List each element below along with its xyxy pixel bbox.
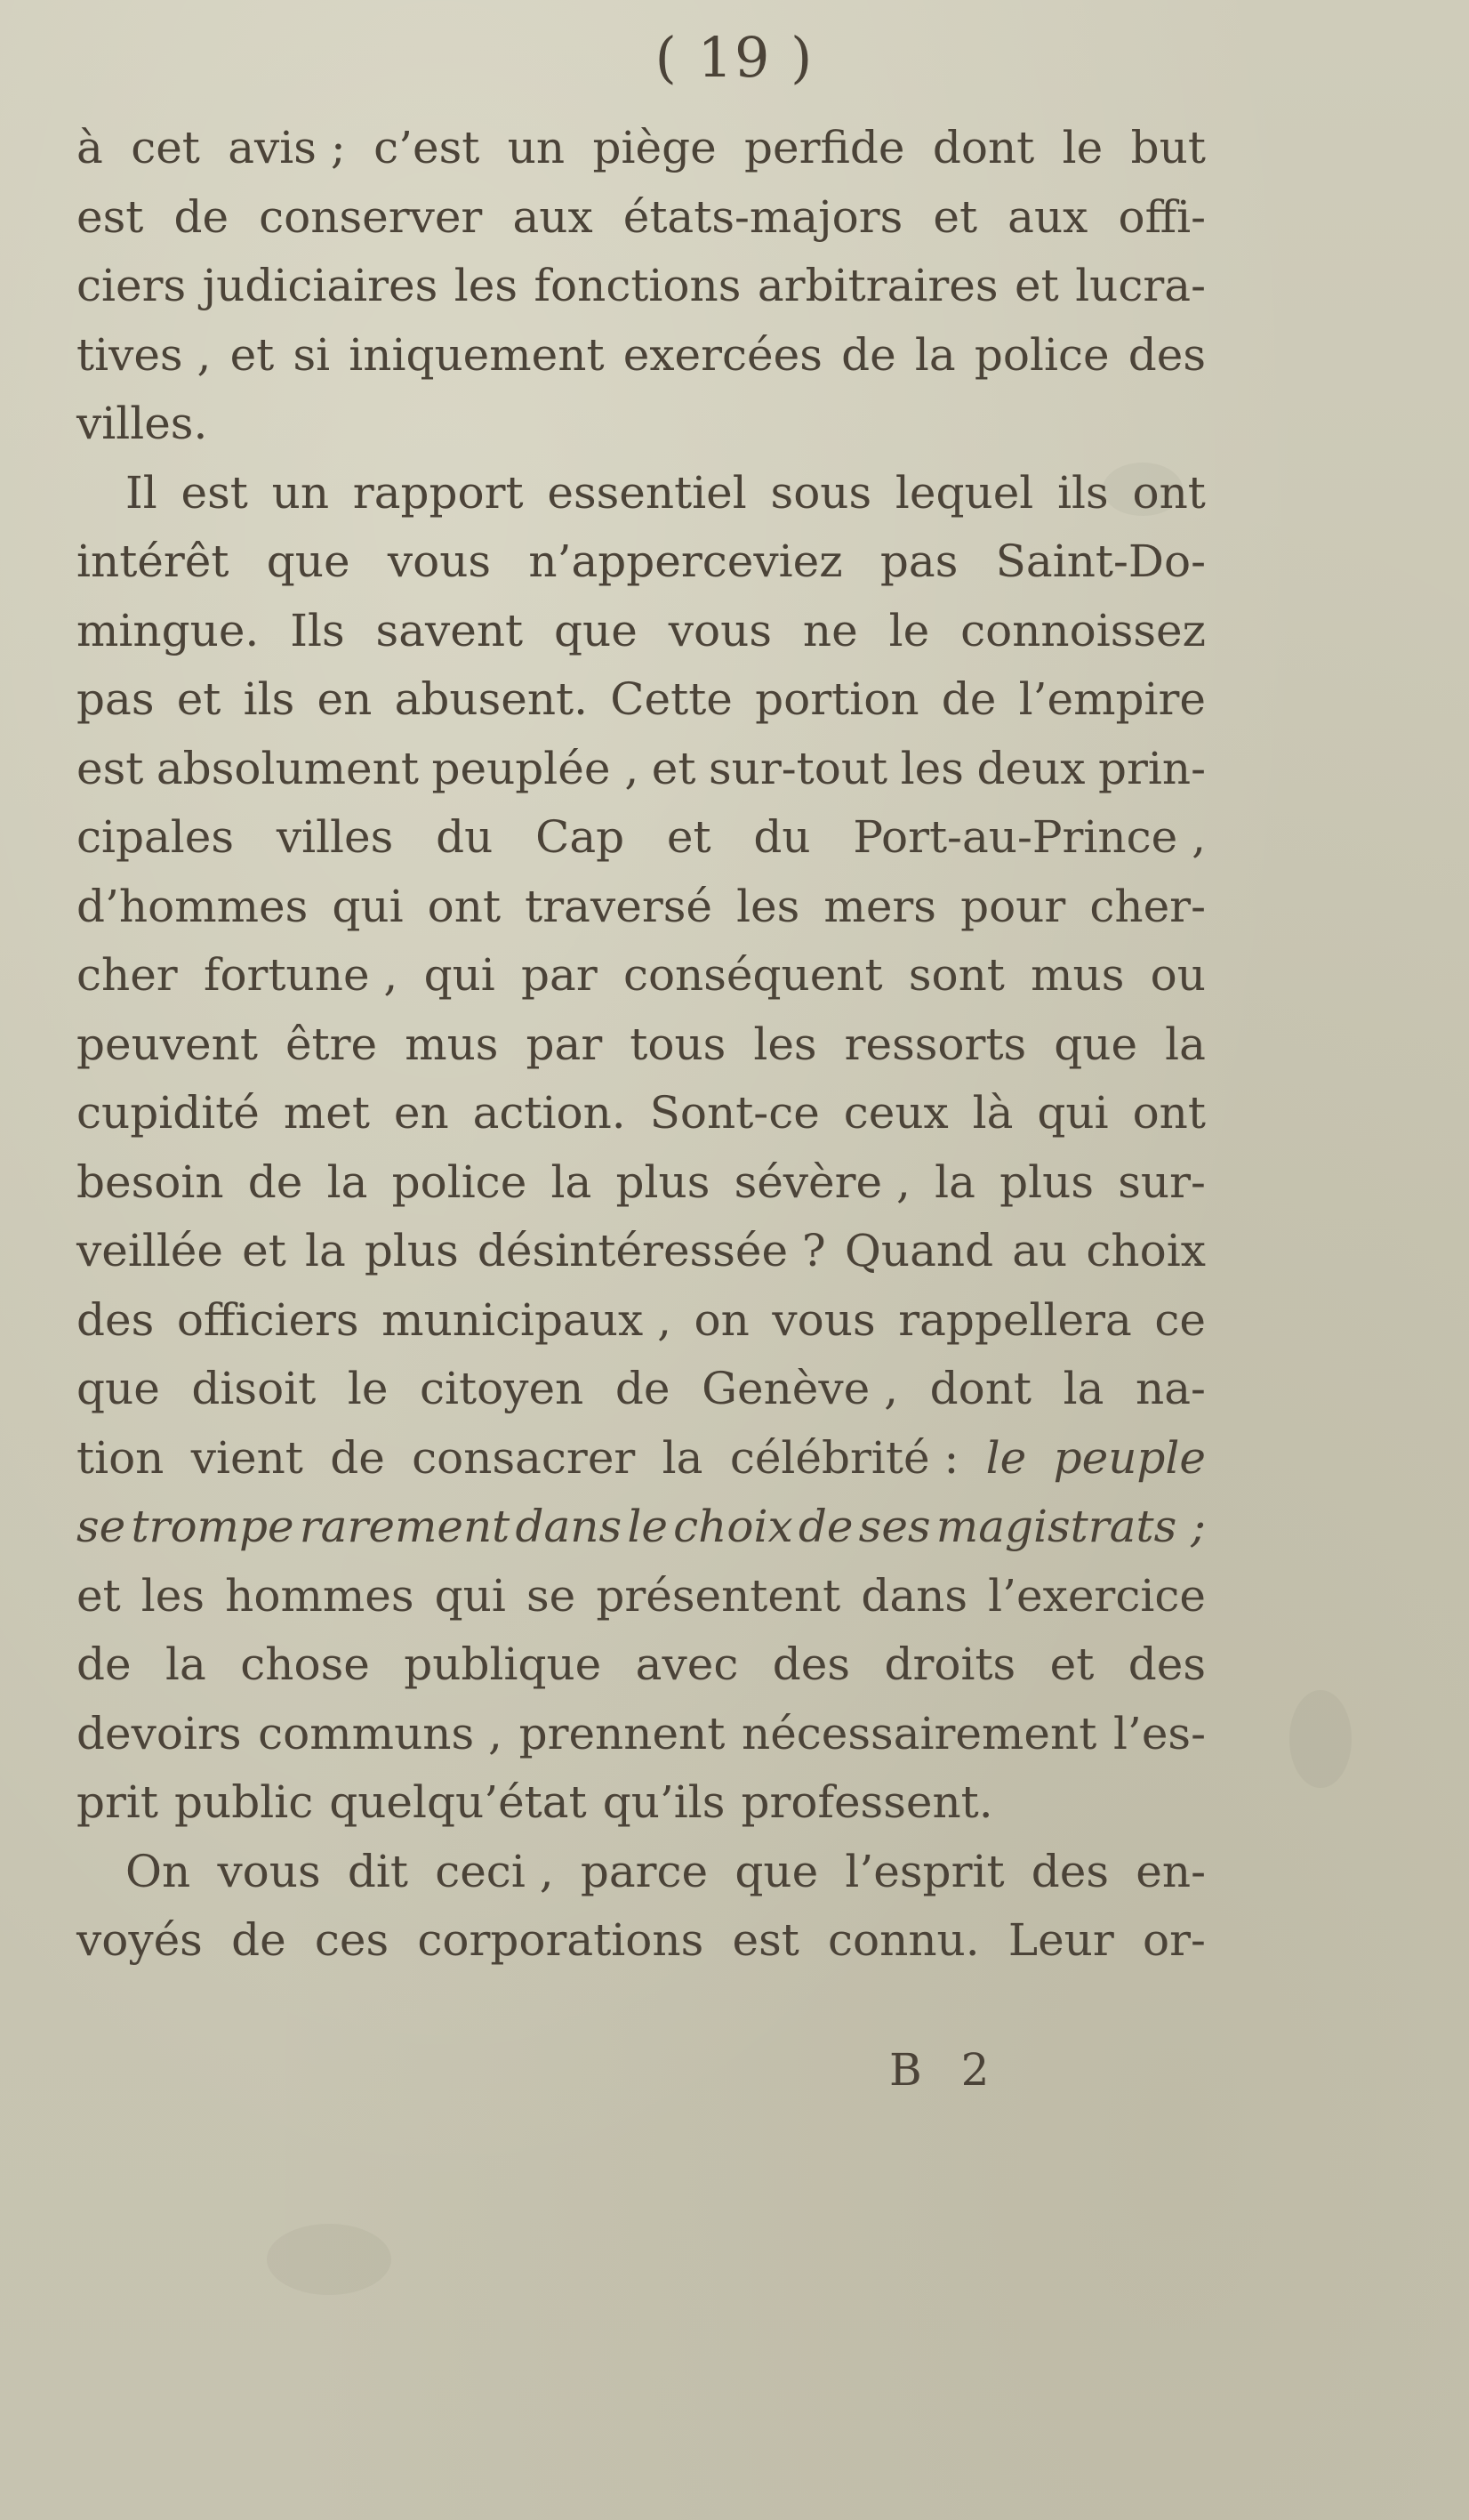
word: présentent bbox=[596, 1569, 841, 1622]
word: le bbox=[347, 1363, 389, 1414]
word: et bbox=[933, 190, 978, 243]
word: dont bbox=[929, 1363, 1032, 1414]
word: peuvent bbox=[76, 1018, 258, 1070]
text-line bbox=[76, 1217, 1206, 1286]
word: célébrité : bbox=[729, 1431, 959, 1484]
word: ne bbox=[802, 604, 858, 656]
word: d’hommes bbox=[76, 880, 309, 932]
word: conserver bbox=[259, 190, 483, 243]
text-line bbox=[76, 597, 1206, 666]
text-line bbox=[76, 735, 1206, 804]
word: intérêt bbox=[76, 535, 229, 587]
word: au bbox=[1012, 1225, 1068, 1276]
text-line bbox=[76, 252, 1206, 321]
word: de bbox=[173, 190, 229, 243]
word: à bbox=[76, 122, 103, 173]
word: connu. bbox=[828, 1914, 980, 1966]
word: de bbox=[841, 328, 896, 381]
word: fonctions bbox=[534, 260, 742, 311]
word: parce bbox=[580, 1845, 709, 1897]
word: ciers bbox=[76, 260, 187, 311]
word: cher- bbox=[1089, 880, 1206, 932]
word: sévère , bbox=[734, 1155, 911, 1208]
word: qui bbox=[434, 1569, 506, 1622]
word: avis ; bbox=[228, 122, 346, 173]
word: Saint-Do- bbox=[995, 535, 1206, 587]
word: plus bbox=[999, 1155, 1095, 1208]
word: publique bbox=[404, 1638, 602, 1690]
word: mus bbox=[1031, 949, 1125, 1001]
word: ont bbox=[1132, 1087, 1206, 1139]
word: connoissez bbox=[960, 604, 1206, 656]
text-line bbox=[76, 114, 1206, 183]
word: professent. bbox=[741, 1776, 993, 1828]
word: de bbox=[231, 1914, 286, 1966]
text-line bbox=[76, 1079, 1206, 1148]
word: pas bbox=[879, 535, 959, 587]
text-line bbox=[76, 1493, 1206, 1562]
word: la bbox=[914, 328, 956, 381]
word: plus bbox=[615, 1155, 710, 1208]
word: l’esprit bbox=[845, 1845, 1005, 1897]
word: veillée bbox=[76, 1225, 223, 1276]
word: l’exercice bbox=[988, 1569, 1206, 1622]
word: que bbox=[76, 1363, 160, 1414]
word: des bbox=[1128, 328, 1206, 381]
word: de bbox=[798, 1501, 854, 1552]
word: cet bbox=[131, 122, 200, 173]
word: que bbox=[734, 1845, 819, 1897]
text-line bbox=[76, 1562, 1206, 1631]
word: vous bbox=[668, 604, 772, 656]
word: ou bbox=[1150, 949, 1206, 1001]
word: dit bbox=[347, 1845, 408, 1897]
word: désintéressée ? bbox=[477, 1225, 826, 1276]
word: aux bbox=[512, 190, 593, 243]
word: or- bbox=[1143, 1914, 1206, 1966]
word: fortune , bbox=[203, 949, 398, 1001]
word: avec bbox=[635, 1638, 739, 1690]
word: que bbox=[1054, 1018, 1138, 1070]
word: la bbox=[550, 1155, 592, 1208]
word: abusent. bbox=[394, 673, 589, 725]
word: de bbox=[330, 1431, 385, 1484]
text-line bbox=[76, 183, 1206, 253]
word: conséquent bbox=[622, 949, 883, 1001]
word: sur- bbox=[1118, 1155, 1206, 1208]
word: chose bbox=[240, 1638, 370, 1690]
word: est bbox=[732, 1914, 799, 1966]
text-line bbox=[76, 1700, 1206, 1769]
word: en- bbox=[1136, 1845, 1206, 1897]
word: na- bbox=[1136, 1363, 1206, 1414]
word: Leur bbox=[1007, 1914, 1114, 1966]
word: la bbox=[662, 1431, 703, 1484]
word: se bbox=[526, 1569, 576, 1622]
word: ont bbox=[1132, 466, 1206, 519]
paper-stain bbox=[267, 2224, 391, 2295]
word: devoirs bbox=[76, 1707, 242, 1759]
word: des bbox=[76, 1293, 155, 1346]
word: là bbox=[972, 1087, 1014, 1139]
word: ces bbox=[314, 1914, 389, 1966]
word: par bbox=[526, 1018, 603, 1070]
word: traversé bbox=[525, 880, 712, 932]
text-line bbox=[76, 665, 1206, 735]
word: mus bbox=[405, 1018, 499, 1070]
word: Quand bbox=[844, 1225, 994, 1276]
word: savent bbox=[375, 604, 524, 656]
word: action. bbox=[472, 1087, 626, 1139]
word: trompe bbox=[131, 1501, 294, 1552]
word: voyés bbox=[76, 1914, 203, 1966]
word: ressorts bbox=[844, 1018, 1027, 1070]
word: vous bbox=[772, 1293, 876, 1346]
word: ils bbox=[1057, 466, 1109, 519]
word: prit bbox=[76, 1776, 158, 1828]
text-line bbox=[76, 941, 1206, 1010]
word: cupidité bbox=[76, 1087, 260, 1139]
word: qui bbox=[1037, 1087, 1109, 1139]
word: les bbox=[140, 1569, 205, 1622]
word: peuple bbox=[1053, 1431, 1206, 1484]
word: Ils bbox=[290, 604, 345, 656]
word: états-majors bbox=[622, 190, 903, 243]
word: rarement bbox=[299, 1501, 510, 1552]
word: c’est bbox=[373, 122, 480, 173]
word: pas bbox=[76, 673, 155, 725]
word: vient bbox=[190, 1431, 303, 1484]
word: qui bbox=[423, 949, 495, 1001]
word: la bbox=[1165, 1018, 1206, 1070]
word: quelqu’état bbox=[329, 1776, 587, 1828]
text-line bbox=[76, 1355, 1206, 1424]
word: sur-tout bbox=[709, 742, 888, 794]
word: villes bbox=[276, 811, 394, 863]
signature-mark: B 2 bbox=[889, 2044, 1002, 2096]
word: et bbox=[1015, 260, 1059, 311]
word: dans bbox=[861, 1569, 968, 1622]
word: du bbox=[436, 811, 494, 863]
word: choix bbox=[1086, 1225, 1206, 1276]
word: essentiel bbox=[547, 466, 747, 519]
word: prin- bbox=[1098, 742, 1206, 794]
word: mingue. bbox=[76, 604, 260, 656]
word: aux bbox=[1007, 190, 1088, 243]
text-line bbox=[76, 1630, 1206, 1700]
text-line bbox=[76, 1768, 1206, 1838]
word: de bbox=[614, 1363, 670, 1414]
word: la bbox=[326, 1155, 368, 1208]
word: villes. bbox=[76, 398, 208, 449]
word: vous bbox=[387, 535, 492, 587]
page-number-header: ( 19 ) bbox=[654, 25, 815, 90]
text-line bbox=[76, 1010, 1206, 1080]
word: le bbox=[1062, 122, 1104, 173]
word: tives , bbox=[76, 328, 212, 381]
word: être bbox=[285, 1018, 378, 1070]
word: hommes bbox=[225, 1569, 414, 1622]
word: Il bbox=[125, 466, 157, 519]
word: les bbox=[753, 1018, 817, 1070]
word: n’apperceviez bbox=[528, 535, 843, 587]
word: prennent bbox=[518, 1707, 726, 1759]
word: lequel bbox=[895, 466, 1034, 519]
word: ont bbox=[427, 880, 502, 932]
word: but bbox=[1130, 122, 1206, 173]
word: de bbox=[247, 1155, 303, 1208]
word: nécessairement bbox=[742, 1707, 1097, 1759]
word: le bbox=[627, 1501, 668, 1552]
word: cipales bbox=[76, 811, 235, 863]
word: et bbox=[176, 673, 221, 725]
word: l’es- bbox=[1112, 1707, 1206, 1759]
word: choix bbox=[673, 1501, 793, 1552]
word: et bbox=[651, 742, 696, 794]
word: est bbox=[181, 466, 248, 519]
word: Cap bbox=[535, 811, 625, 863]
text-line bbox=[76, 1148, 1206, 1218]
word: un bbox=[507, 122, 566, 173]
word: se bbox=[76, 1501, 126, 1552]
word: et bbox=[76, 1569, 121, 1622]
word: rappellera bbox=[898, 1293, 1132, 1346]
word: municipaux , bbox=[381, 1293, 671, 1346]
text-line bbox=[76, 1838, 1206, 1907]
word: tion bbox=[76, 1431, 165, 1484]
word: l’empire bbox=[1018, 673, 1206, 725]
word: magistrats ; bbox=[935, 1501, 1206, 1552]
word: de bbox=[76, 1638, 132, 1690]
word: du bbox=[753, 811, 811, 863]
word: vous bbox=[217, 1845, 321, 1897]
text-line bbox=[76, 390, 1206, 459]
word: On bbox=[125, 1845, 191, 1897]
word: sous bbox=[770, 466, 872, 519]
word: Port-au-Prince , bbox=[853, 811, 1206, 863]
text-line bbox=[76, 321, 1206, 390]
text-line bbox=[76, 1906, 1206, 1976]
word: lucra- bbox=[1075, 260, 1206, 311]
word: dont bbox=[932, 122, 1035, 173]
word: ce bbox=[1154, 1293, 1206, 1346]
word: Sont-ce bbox=[649, 1087, 820, 1139]
word: des bbox=[772, 1638, 851, 1690]
word: ses bbox=[858, 1501, 931, 1552]
word: arbitraires bbox=[757, 260, 999, 311]
word: plus bbox=[364, 1225, 459, 1276]
word: la bbox=[1063, 1363, 1104, 1414]
word: que bbox=[554, 604, 638, 656]
word: en bbox=[317, 673, 373, 725]
word: met bbox=[283, 1087, 370, 1139]
word: des bbox=[1031, 1845, 1110, 1897]
word: le bbox=[888, 604, 930, 656]
word: sont bbox=[908, 949, 1005, 1001]
word: cher bbox=[76, 949, 178, 1001]
word: absolument bbox=[156, 742, 419, 794]
word: officiers bbox=[176, 1293, 359, 1346]
paper-stain bbox=[1289, 1690, 1352, 1788]
word: besoin bbox=[76, 1155, 224, 1208]
word: exercées bbox=[622, 328, 823, 381]
text-line bbox=[76, 459, 1206, 528]
word: par bbox=[521, 949, 598, 1001]
word: la bbox=[935, 1155, 975, 1208]
word: deux bbox=[976, 742, 1086, 794]
text-line bbox=[76, 803, 1206, 873]
word: citoyen bbox=[420, 1363, 584, 1414]
word: qui bbox=[332, 880, 404, 932]
word: consacrer bbox=[412, 1431, 636, 1484]
word: et bbox=[1049, 1638, 1095, 1690]
text-line bbox=[76, 1424, 1206, 1493]
word: judiciaires bbox=[202, 260, 438, 311]
word: droits bbox=[884, 1638, 1016, 1690]
word: communs , bbox=[258, 1707, 502, 1759]
word: ceux bbox=[843, 1087, 949, 1139]
word: et bbox=[242, 1225, 286, 1276]
word: un bbox=[271, 466, 330, 519]
word: les bbox=[454, 260, 518, 311]
word: est bbox=[76, 742, 144, 794]
word: que bbox=[266, 535, 350, 587]
word: et bbox=[229, 328, 275, 381]
text-line bbox=[76, 1286, 1206, 1356]
word: dans bbox=[515, 1501, 622, 1552]
word: portion bbox=[755, 673, 919, 725]
word: qu’ils bbox=[602, 1776, 726, 1828]
word: perfide bbox=[744, 122, 905, 173]
word: la bbox=[304, 1225, 346, 1276]
word: les bbox=[736, 880, 800, 932]
word: de bbox=[941, 673, 997, 725]
word: est bbox=[76, 190, 144, 243]
word: public bbox=[174, 1776, 314, 1828]
word: ils bbox=[243, 673, 295, 725]
word: iniquement bbox=[349, 328, 605, 381]
word: et bbox=[666, 811, 711, 863]
word: offi- bbox=[1118, 190, 1206, 243]
word: Genève , bbox=[702, 1363, 899, 1414]
word: ceci , bbox=[435, 1845, 554, 1897]
word: piège bbox=[592, 122, 717, 173]
word: pour bbox=[960, 880, 1066, 932]
word: en bbox=[393, 1087, 449, 1139]
word: la bbox=[165, 1638, 206, 1690]
word: police bbox=[974, 328, 1110, 381]
word: des bbox=[1128, 1638, 1206, 1690]
text-line bbox=[76, 873, 1206, 942]
word: disoit bbox=[191, 1363, 317, 1414]
word: peuplée , bbox=[431, 742, 639, 794]
word: tous bbox=[630, 1018, 726, 1070]
body-text bbox=[76, 114, 1206, 1976]
word: le bbox=[985, 1431, 1027, 1484]
word: police bbox=[391, 1155, 527, 1208]
word: les bbox=[900, 742, 964, 794]
text-line bbox=[76, 527, 1206, 597]
word: Cette bbox=[610, 673, 733, 725]
word: si bbox=[293, 328, 331, 381]
word: corporations bbox=[417, 1914, 704, 1966]
word: rapport bbox=[352, 466, 524, 519]
word: mers bbox=[823, 880, 936, 932]
word: on bbox=[694, 1293, 750, 1346]
